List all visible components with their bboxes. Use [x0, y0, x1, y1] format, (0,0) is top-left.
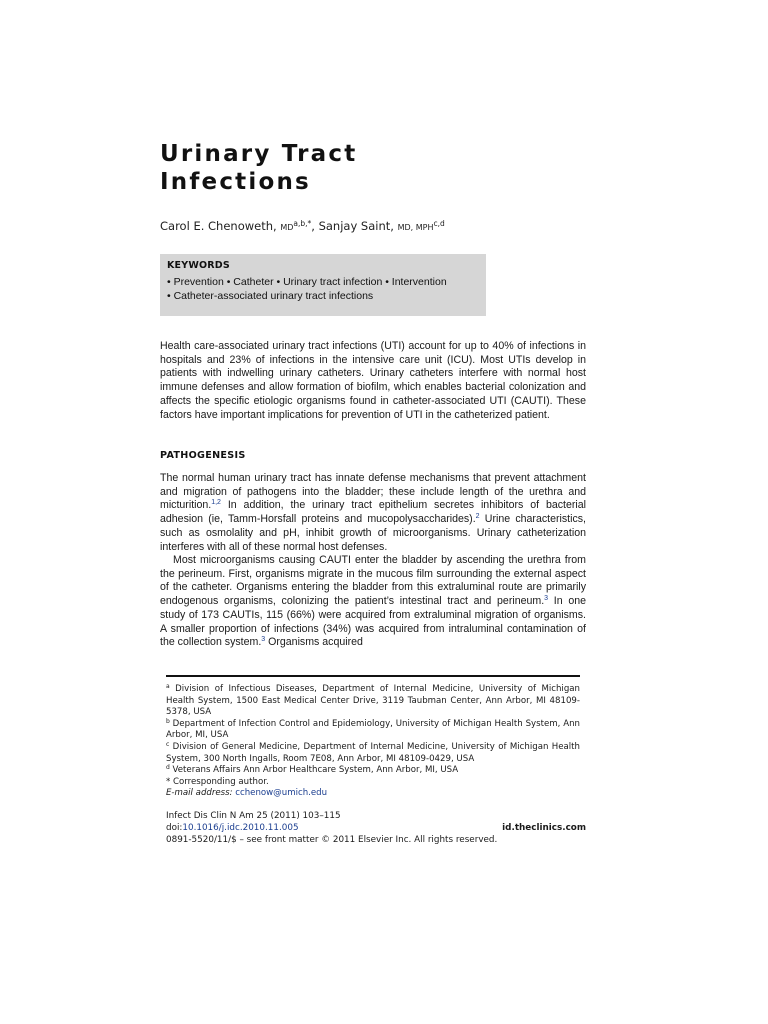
keywords-line-2: • Catheter-associated urinary tract infections — [167, 289, 374, 302]
email-note — [166, 788, 580, 800]
author-separator: , — [311, 219, 319, 233]
title-line-1: Urinary Tract — [160, 141, 358, 167]
footnote-marker: d — [166, 764, 170, 772]
keywords-heading: KEYWORDS — [167, 260, 230, 271]
footnote-text: Veterans Affairs Ann Arbor Healthcare System, Ann Arbor, MI, USA — [169, 765, 459, 776]
footnote-marker: b — [166, 717, 170, 725]
citation-block — [166, 810, 586, 846]
para-text: In addition, the urinary tract epithelium secretes inhibitors of bacterial adhesion (ie, Tamm-Horsfall proteins and mucopolysaccharides). — [160, 499, 586, 526]
keywords-box — [160, 254, 486, 316]
title-line-2: Infections — [160, 169, 311, 195]
email-link[interactable]: cchenow@umich.edu — [235, 788, 328, 799]
footnote-text: Department of Infection Control and Epidemiology, University of Michigan Health System, Ann Arbor, MI, USA — [166, 718, 580, 741]
journal-reference: Infect Dis Clin N Am 25 (2011) 103–115 — [166, 811, 341, 821]
footnote-c — [166, 742, 580, 765]
doi-label: doi: — [166, 823, 183, 833]
footnotes — [166, 684, 580, 800]
author-2-degree: MD, MPH — [397, 223, 434, 232]
doi-link[interactable]: 10.1016/j.idc.2010.11.005 — [182, 823, 299, 833]
keywords-line-1: • Prevention • Catheter • Urinary tract infection • Intervention — [167, 276, 447, 288]
author-2-name: Sanjay Saint, — [318, 219, 398, 233]
para-text: Organisms acquired — [265, 636, 363, 649]
copyright-line: 0891-5520/11/$ – see front matter © 2011 Elsevier Inc. All rights reserved. — [166, 835, 498, 845]
para-text: The normal human urinary tract has innate defense mechanisms that prevent attachment and migration of pathogens into the bladder; these include length of the urethra and micturition. — [160, 472, 586, 512]
journal-website-link[interactable]: id.theclinics.com — [502, 823, 586, 833]
author-2-affiliation: c,d — [433, 219, 445, 228]
author-1-degree: MD — [280, 223, 294, 232]
footnote-d — [166, 765, 580, 777]
footnote-divider — [166, 675, 580, 677]
pathogenesis-paragraph-2 — [160, 554, 586, 650]
author-line — [160, 219, 445, 233]
footnote-b — [166, 719, 580, 742]
footnote-marker: c — [166, 740, 170, 748]
author-1-name: Carol E. Chenoweth, — [160, 219, 281, 233]
email-label: E-mail address: — [166, 788, 233, 799]
footnote-text: Division of Infectious Diseases, Department of Internal Medicine, University of Michigan Health System, 1500 East Medical Center Drive, 3119 Taubman Center, Ann Arbor, MI 48109-5378, USA — [166, 684, 580, 718]
para-text: Most microorganisms causing CAUTI enter the bladder by ascending the urethra from the perineum. First, organisms migrate in the mucous film surrounding the external aspect of the catheter. Organisms entering the bladder from this extraluminal route are primarily endogenous organisms, colonizing the patient’s intestinal tract and perineum. — [160, 554, 586, 608]
article-title — [160, 140, 357, 196]
reference-link[interactable]: 3 — [544, 595, 549, 603]
footnote-a — [166, 684, 580, 719]
footnote-marker: a — [166, 683, 170, 690]
section-heading-pathogenesis: PATHOGENESIS — [160, 450, 246, 461]
footnote-text: Division of General Medicine, Department of Internal Medicine, University of Michigan Health System, 300 North Ingalls, Room 7E08, Ann Arbor, MI 48109-0429, USA — [166, 741, 580, 764]
reference-link[interactable]: 3 — [261, 636, 266, 644]
intro-paragraph: Health care-associated urinary tract infections (UTI) account for up to 40% of infections in hospitals and 23% of infections in the intensive care unit (ICU). Most UTIs develop in patients with indwelling urinary catheters. Urinary catheters interfere with normal host immune defenses and allow formation of biofilm, which enables bacterial colonization and affects the specific etiologic organisms found in catheter-associated UTI (CAUTI). These factors have important implications for prevention of UTI in the catheterized patient. — [160, 340, 586, 421]
para-text: Urine characteristics, such as osmolality and pH, inhibit growth of microorganisms. Urinary catheterization interferes with all of these normal host defenses. — [160, 513, 586, 553]
corresponding-author-note: * Corresponding author. — [166, 776, 269, 787]
para-text: In one study of 173 CAUTIs, 115 (66%) were acquired from extraluminal migration of organisms. A smaller proportion of infections (34%) was acquired from intraluminal contamination of the collection system. — [160, 595, 586, 649]
reference-link[interactable]: 2 — [475, 513, 480, 521]
reference-link[interactable]: 1,2 — [211, 499, 221, 507]
author-1-affiliation: a,b,* — [293, 219, 312, 228]
pathogenesis-paragraph-1 — [160, 472, 586, 554]
